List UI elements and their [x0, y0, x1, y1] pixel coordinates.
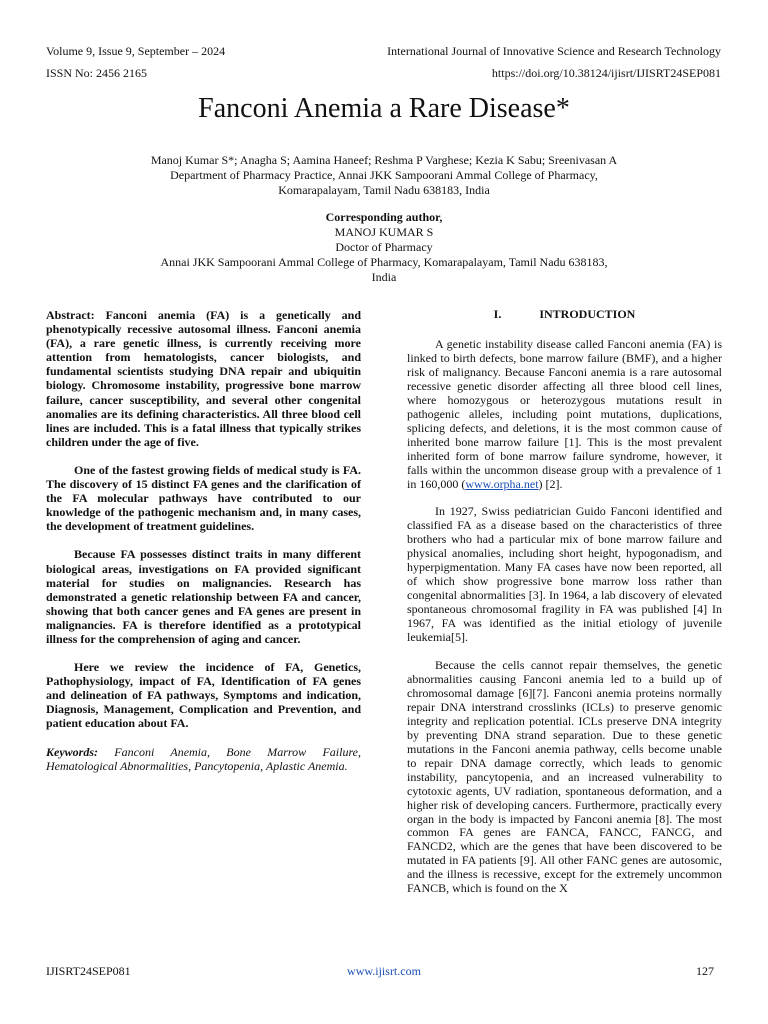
journal-name: International Journal of Innovative Science and Research Technology: [387, 44, 721, 58]
paper-title: Fanconi Anemia a Rare Disease*: [198, 93, 570, 124]
corresponding-degree: Doctor of Pharmacy: [335, 240, 433, 254]
doi-link[interactable]: https://doi.org/10.38124/ijisrt/IJISRT24SEP081: [491, 66, 721, 80]
author-names: Manoj Kumar S*; Anagha S; Aamina Haneef; Reshma P Varghese; Kezia K Sabu; Sreenivasan A: [150, 153, 618, 167]
abstract-column: [46, 308, 361, 787]
abstract-paragraph-4: Here we review the incidence of FA, Genetics, Pathophysiology, impact of FA, Identification of FA genes and delineation of FA pathways, Symptoms and indication, Diagnosis, Management, Complication and Prevention, and patient education about FA.: [46, 660, 361, 731]
section-heading: [407, 307, 722, 322]
introduction-column: [407, 307, 722, 896]
corresponding-address: Annai JKK Sampoorani Ammal College of Pharmacy, Komarapalayam, Tamil Nadu 638183,: [160, 255, 608, 269]
section-number: I.: [493, 307, 502, 321]
intro-paragraph-1-text: A genetic instability disease called Fanconi anemia (FA) is linked to birth defects, bone marrow failure (BMF), and a higher risk of malignancy. Because Fanconi anemia is a rare autosomal recessive genetic disorder affecting all three blood cell lines, where homozygous or heterozygous mutations result in pathogenic alleles, including point mutations, duplications, splicing defects, and deletions, it is the most common cause of inherited bone marrow failure [1]. This is the most prevalent inherited form of bone marrow failure syndrome, however, it falls within the uncommon disease group with a prevalence of 1 in 160,000 (: [407, 337, 722, 491]
corresponding-author-block: [40, 210, 728, 285]
corresponding-label: Corresponding author,: [325, 210, 443, 224]
section-title: INTRODUCTION: [539, 307, 636, 321]
keywords-label: Keywords:: [46, 744, 98, 759]
corresponding-name: MANOJ KUMAR S: [334, 225, 434, 239]
issn: ISSN No: 2456 2165: [46, 66, 148, 80]
keywords-list: Fanconi Anemia, Bone Marrow Failure, Hematological Abnormalities, Pancytopenia, Aplastic Anemia.: [46, 744, 361, 773]
affiliation-line-2: Komarapalayam, Tamil Nadu 638183, India: [278, 183, 490, 197]
intro-paragraph-2: In 1927, Swiss pediatrician Guido Fanconi identified and classified FA as a disease based on the characteristics of three brothers who had a particular mix of bone marrow failure and physical anomalies, including short height, hypogonadism, and hyperpigmentation. Many FA cases have now been reported, all of which show progressive bone marrow loss rather than congenital abnormalities [3]. In 1964, a lab discovery of elevated spontaneous chromosomal fragility in FA was published [4] In 1967, FA was identified as the initial etiology of juvenile leukemia[5].: [407, 504, 722, 645]
abstract-paragraph-3: Because FA possesses distinct traits in many different biological areas, investigations on FA provided significant material for studies on malignancies. Research has demonstrated a genetic relationship between FA and cancer, showing that both cancer genes and FA genes are present in malignancies. FA is therefore identified as a prototypical illness for the comprehension of aging and cancer.: [46, 547, 361, 646]
author-block: [40, 153, 728, 198]
keywords: [46, 745, 361, 773]
abstract-paragraph-1: Abstract: Fanconi anemia (FA) is a genetically and phenotypically recessive autosomal illness. Fanconi anemia (FA), a rare genetic illness, is currently receiving more attention from hematologists, cancer biologists, and fundamental scientists studying DNA repair and ubiquitin biology. Chromosome instability, progressive bone marrow failure, cancer susceptibility, and several other congenital anomalies are its defining characteristics. All three blood cell lines are included. This is a fatal illness that typically strikes children under the age of five.: [46, 308, 361, 449]
affiliation-line-1: Department of Pharmacy Practice, Annai JKK Sampoorani Ammal College of Pharmacy,: [170, 168, 598, 182]
intro-paragraph-1: [407, 338, 722, 491]
page-number: 127: [696, 964, 714, 978]
journal-volume: Volume 9, Issue 9, September – 2024: [46, 44, 226, 58]
footer-article-id: IJISRT24SEP081: [46, 964, 131, 978]
abstract-paragraph-2: One of the fastest growing fields of medical study is FA. The discovery of 15 distinct FA genes and the clarification of the FA molecular pathways have contributed to our knowledge of the pathogenic mechanism and, in many cases, the development of treatment guidelines.: [46, 462, 361, 534]
corresponding-country: India: [371, 270, 397, 284]
orpha-link[interactable]: www.orpha.net: [465, 476, 539, 491]
intro-paragraph-1-end: ) [2].: [538, 476, 563, 491]
footer-website-link[interactable]: www.ijisrt.com: [347, 964, 421, 978]
intro-paragraph-3: Because the cells cannot repair themselves, the genetic abnormalities causing Fanconi anemia led to a build up of chromosomal damage [6][7]. Fanconi anemia proteins normally repair DNA interstrand crosslinks (ICLs) to preserve genomic integrity and replication potential. ICLs preserve DNA integrity by preventing DNA strand separation. Due to these genetic mutations in the Fanconi anemia pathway, cells become unable to repair DNA damage correctly, which leads to genomic instability, pancytopenia, and an increased vulnerability to cytotoxic agents, UV radiation, spontaneous deformation, and a higher risk of developing cancers. Furthermore, practically every organ in the body is impacted by Fanconi anemia [8]. The most common FA genes are FANCA, FANCC, FANCG, and FANCD2, which are the genes that have been discovered to be mutated in FA patients [9]. All other FANC genes are autosomic, and the illness is recessive, except for the extremely uncommon FANCB, which is found on the X: [407, 658, 722, 896]
